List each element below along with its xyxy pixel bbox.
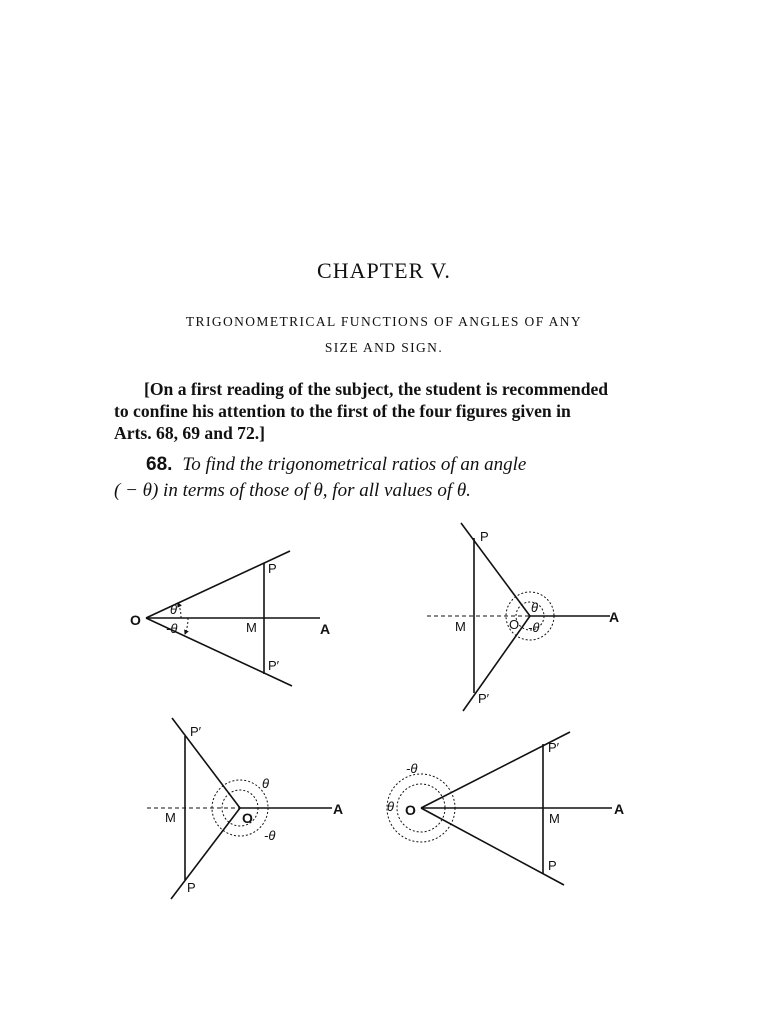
fig3-label-P-prime: P′ [190, 724, 202, 739]
figure-3 [147, 718, 332, 899]
fig4-theta-label: θ [387, 799, 395, 814]
fig4-neg-theta-label: -θ [406, 761, 418, 776]
note-line3: Arts. 68, 69 and 72.] [114, 423, 266, 443]
fig3-neg-theta-label: -θ [264, 828, 276, 843]
fig1-label-P: P [268, 561, 277, 576]
fig2-neg-theta-label: -θ [528, 620, 540, 635]
fig4-label-P-prime: P′ [548, 740, 560, 755]
chapter-subtitle-line1: TRIGONOMETRICAL FUNCTIONS OF ANGLES OF ANY [185, 314, 583, 329]
figure-4 [387, 732, 612, 885]
fig1-neg-theta-label: -θ [166, 621, 178, 636]
fig4-label-A: A [614, 801, 625, 817]
chapter-subtitle-line2: SIZE AND SIGN. [324, 340, 444, 355]
chapter-title: CHAPTER V. [317, 258, 451, 283]
figure-1 [146, 551, 320, 686]
fig2-label-M: M [455, 619, 466, 634]
note-line2: to confine his attention to the first of the four figures given in [114, 401, 571, 421]
fig3-theta-label: θ [262, 776, 270, 791]
note-line1: [On a first reading of the subject, the student is recommended [144, 379, 609, 399]
fig4-label-O: O [405, 802, 416, 818]
fig4-label-M: M [549, 811, 560, 826]
fig1-label-O: O [130, 612, 141, 628]
fig3-label-M: M [165, 810, 176, 825]
fig1-theta-label: θ [170, 602, 178, 617]
fig3-label-P: P [187, 880, 196, 895]
fig1-label-P-prime: P′ [268, 658, 280, 673]
fig2-label-P: P [480, 529, 489, 544]
fig2-label-P-prime: P′ [478, 691, 490, 706]
fig1-label-A: A [320, 621, 331, 637]
fig1-label-M: M [246, 620, 257, 635]
fig2-label-A: A [609, 609, 620, 625]
article-line1: To find the trigonometrical ratios of an angle [182, 454, 527, 475]
fig4-label-P: P [548, 858, 557, 873]
article-number: 68. [146, 454, 173, 475]
fig3-label-O: O [242, 810, 253, 826]
fig3-label-A: A [333, 801, 344, 817]
article-line2: ( − θ) in terms of those of θ, for all values of θ. [114, 480, 471, 501]
fig2-label-O: O [509, 617, 520, 632]
fig2-theta-label: θ [531, 600, 539, 615]
